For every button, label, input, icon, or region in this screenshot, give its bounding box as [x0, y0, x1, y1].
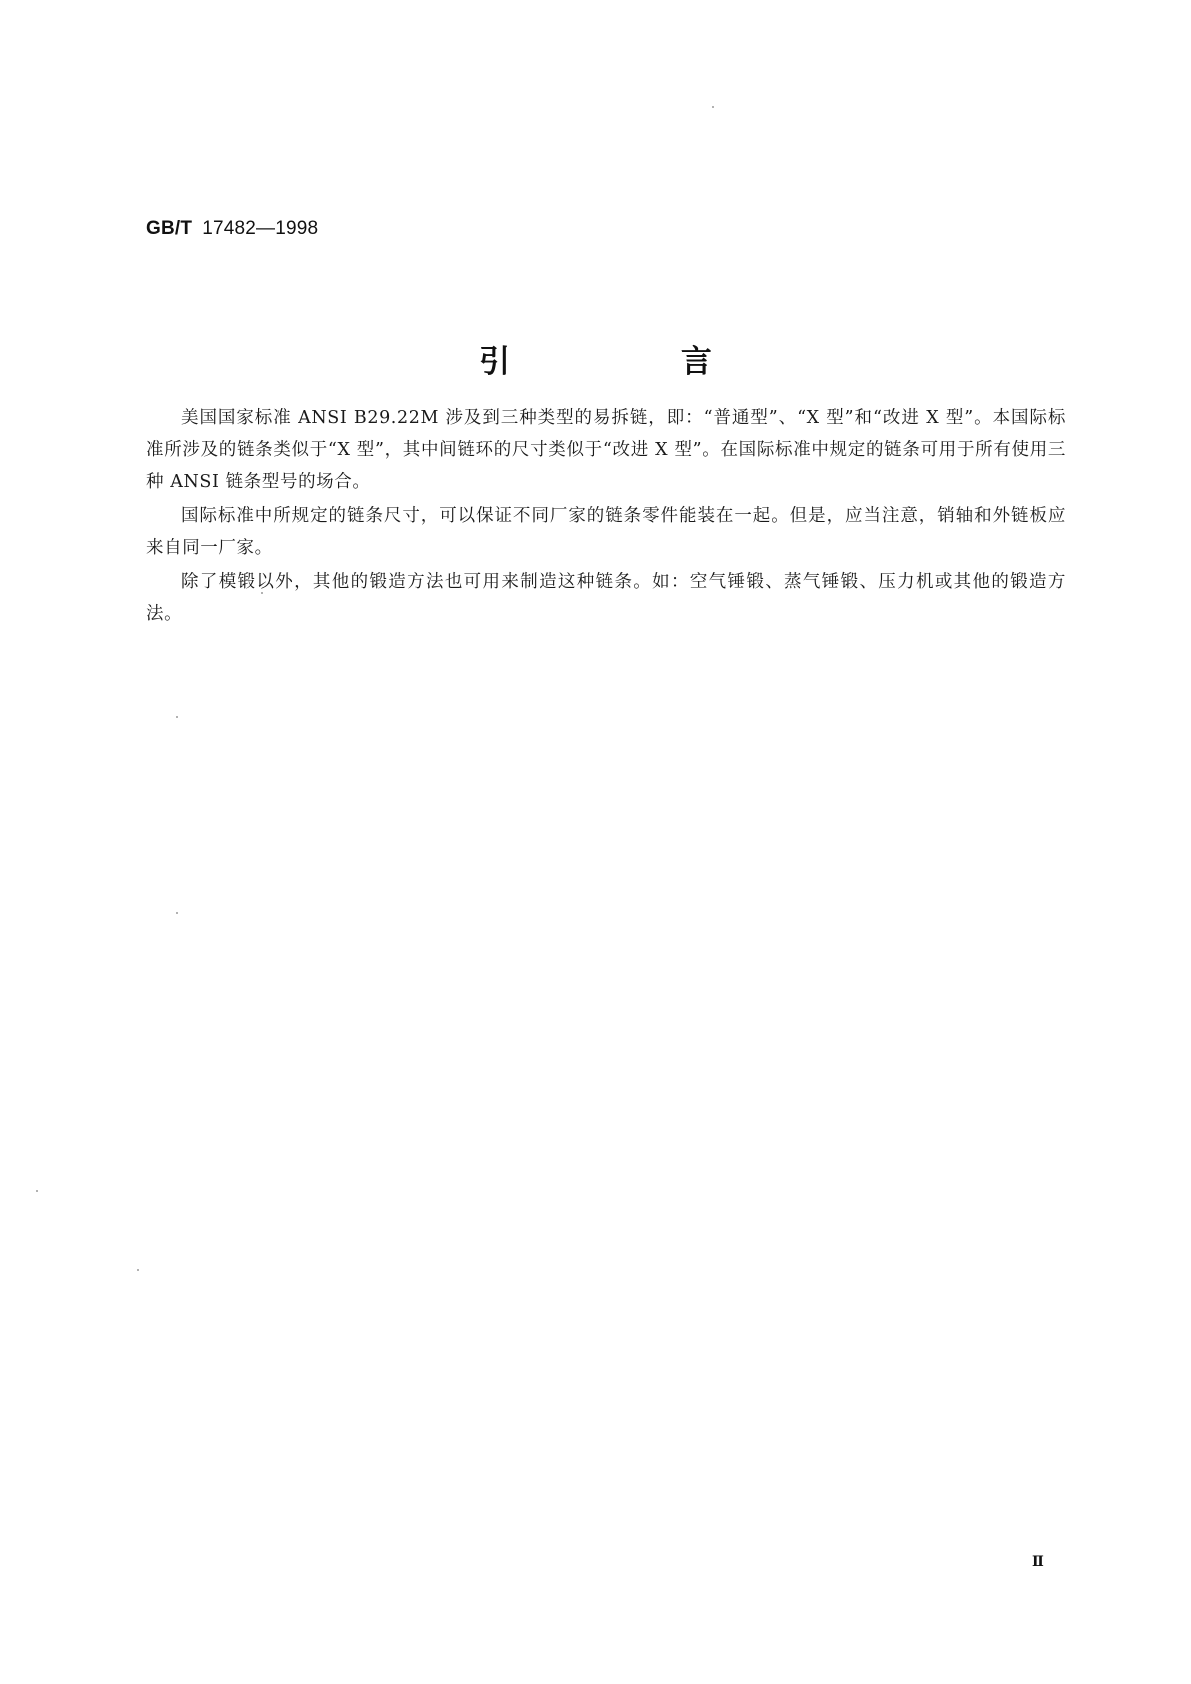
scan-speck	[261, 592, 263, 594]
scan-speck	[137, 1269, 139, 1271]
paragraph: 除了模锻以外，其他的锻造方法也可用来制造这种链条。如：空气锤锻、蒸气锤锻、压力机或其他的锻造方法。	[146, 572, 1066, 624]
section-title: 引 言	[479, 344, 792, 380]
paragraph: 国际标准中所规定的链条尺寸，可以保证不同厂家的链条零件能装在一起。但是，应当注意，销轴和外链板应来自同一厂家。	[146, 506, 1066, 558]
standard-code: GB/T	[146, 218, 193, 239]
page-number: Ⅱ	[1032, 1554, 1044, 1570]
scan-speck	[176, 912, 178, 914]
standard-number: 17482—1998	[202, 218, 319, 239]
scan-speck	[712, 106, 714, 108]
paragraph: 美国国家标准 ANSI B29.22M 涉及到三种类型的易拆链，即：“普通型”、“X 型”和“改进 X 型”。本国际标准所涉及的链条类似于“X 型”，其中间链环的尺寸类似于“改进 X 型”。在国际标准中规定的链条可用于所有使用三种 ANSI 链条型号的场合。	[146, 408, 1066, 492]
scan-speck	[36, 1190, 38, 1192]
standard-number-header	[146, 218, 318, 240]
body-text	[146, 402, 1066, 632]
scan-speck	[176, 716, 178, 718]
